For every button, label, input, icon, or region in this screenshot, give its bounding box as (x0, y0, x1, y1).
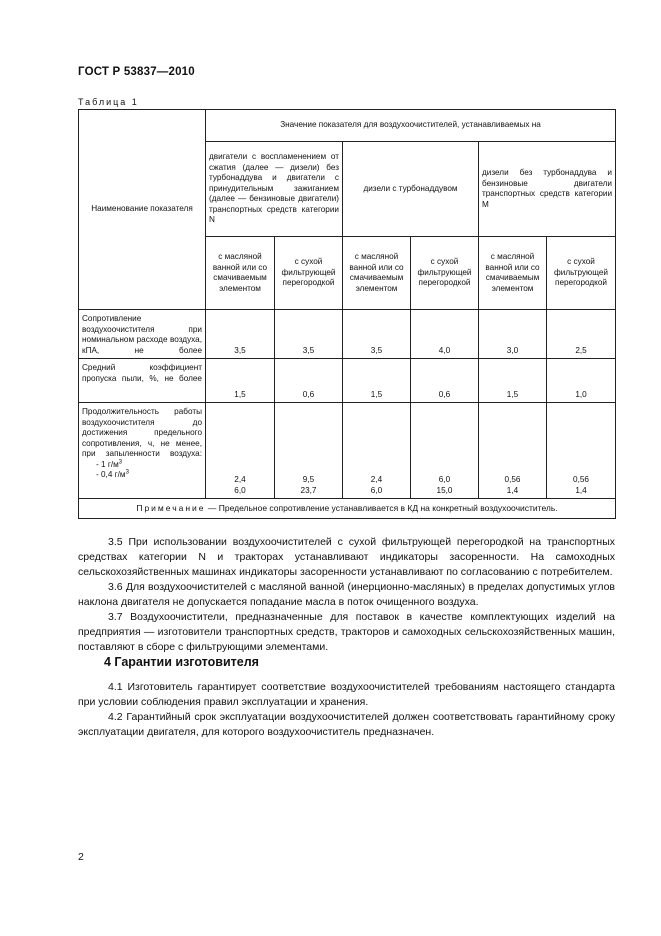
paragraph-3-6: 3.6 Для воздухоочистителей с масляной ванной (инерционно-масляных) в пределах допустимых углов наклона двигателя не допускается попадание масла в поток очищенного воздуха. (78, 581, 615, 608)
row-label-text: Продолжительность работы воздухоочистителя до достижения предельного сопротивления, ч, не менее, при запыленности воздуха: (82, 407, 202, 458)
table-cell: 1,5 (343, 359, 411, 403)
table-row (79, 310, 616, 359)
table-cell: 1,0 (547, 359, 616, 403)
table-cell: 1,5 (479, 359, 547, 403)
group-header: Значение показателя для воздухоочистителей, устанавливаемых на (206, 110, 616, 142)
table-cell: 3,5 (275, 310, 343, 359)
paragraph-3-7: 3.7 Воздухоочистители, предназначенные для поставок в качестве комплектующих изделий на предприятия — изготовители транспортных средств, тракторов и самоходных сельскохозяйственных машин, поставляют в сборе с фильтрующими элементами. (78, 611, 615, 653)
table-cell: 2,4 6,0 (206, 403, 275, 499)
document-header: ГОСТ Р 53837—2010 (78, 66, 195, 78)
engine-group-m: дизели без турбонаддува и бензиновые двигатели транспортных средств категории M (479, 142, 616, 237)
table-row (79, 403, 616, 499)
table-cell: 0,6 (275, 359, 343, 403)
table-cell: 1,5 (206, 359, 275, 403)
table-cell: 0,6 (411, 359, 479, 403)
table-row (79, 359, 616, 403)
table-cell: 3,5 (206, 310, 275, 359)
table-cell: 3,0 (479, 310, 547, 359)
sub-row-label: - 1 $г/м^3$ (96, 458, 123, 469)
filter-type-oil: с масляной ванной или со смачиваемым элементом (479, 237, 547, 310)
table-cell: 6,0 15,0 (411, 403, 479, 499)
paragraph-4-2: 4.2 Гарантийный срок эксплуатации воздухоочистителей должен соответствовать гарантийному сроку эксплуатации двигателя, для которого воздухоочиститель предназначен. (78, 711, 615, 738)
row-label-dust: Средний коэффициент пропуска пыли, %, не более (79, 359, 206, 403)
table-cell: 9,5 23,7 (275, 403, 343, 499)
specs-table (78, 109, 616, 519)
note-text: — Предельное сопротивление устанавливается в КД на конкретный воздухоочиститель. (205, 503, 558, 514)
section-4-heading: 4 Гарантии изготовителя (104, 655, 259, 669)
table-cell: 0,56 1,4 (479, 403, 547, 499)
filter-type-dry: с сухой фильтрующей перегородкой (547, 237, 616, 310)
filter-type-oil: с масляной ванной или со смачиваемым элементом (343, 237, 411, 310)
indicator-name-header: Наименование показателя (79, 110, 206, 310)
note-label: Примечание (136, 503, 206, 514)
engine-group-n: двигатели с воспламенением от сжатия (далее — дизели) без турбонаддува и двигатели с принудительным зажиганием (далее — бензиновые двигатели) транспортных средств категории N (206, 142, 343, 237)
row-label-resistance: Сопротивление воздухоочистителя при номинальном расходе воздуха, кПА, не более (79, 310, 206, 359)
filter-type-dry: с сухой фильтрующей перегородкой (275, 237, 343, 310)
filter-type-oil: с масляной ванной или со смачиваемым элементом (206, 237, 275, 310)
table-cell: 3,5 (343, 310, 411, 359)
table-cell: 2,4 6,0 (343, 403, 411, 499)
engine-group-turbo: дизели с турбонаддувом (343, 142, 479, 237)
paragraph-4-1: 4.1 Изготовитель гарантирует соответствие воздухоочистителей требованиям настоящего стандарта при условии соблюдения правил эксплуатации и хранения. (78, 681, 615, 708)
filter-type-dry: с сухой фильтрующей перегородкой (411, 237, 479, 310)
row-label-lifetime (79, 403, 206, 499)
table-cell: 2,5 (547, 310, 616, 359)
table-caption: Таблица 1 (78, 97, 139, 107)
table-cell: 0,56 1,4 (547, 403, 616, 499)
page-number: 2 (78, 851, 84, 863)
sub-row-label: - 0,4 $г/м^3$ (96, 469, 129, 479)
table-cell: 4,0 (411, 310, 479, 359)
paragraph-3-5: 3.5 При использовании воздухоочистителей с сухой фильтрующей перегородкой на транспортных средствах категории N и тракторах устанавливают индикаторы засоренности. На самоходных сельскохозяйственных машинах индикаторы засоренности устанавливают по согласованию с потребителем. (78, 536, 615, 578)
table-note (79, 499, 616, 519)
